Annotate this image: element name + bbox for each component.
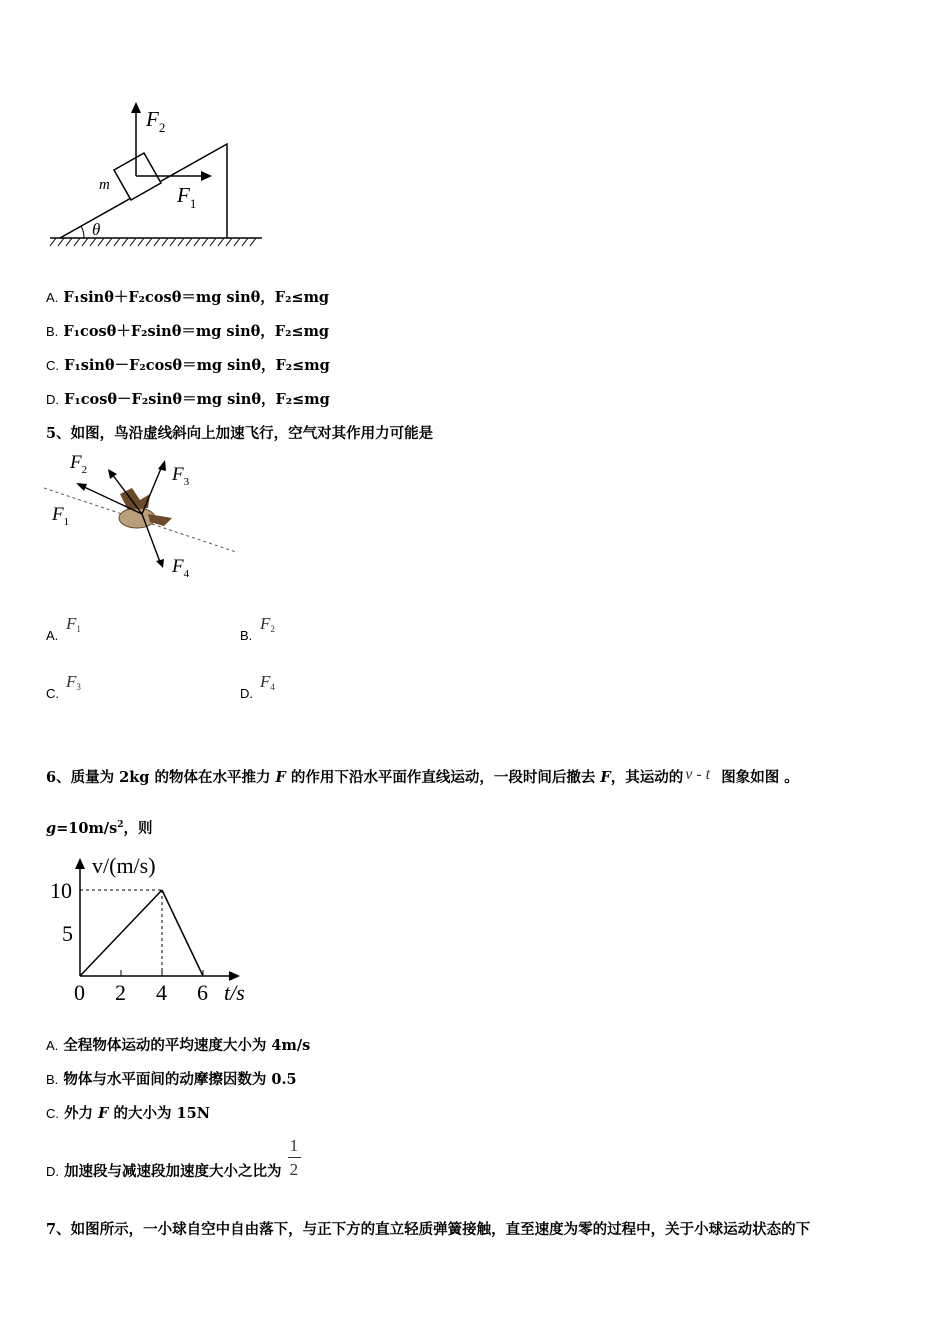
- f1-label: F: [52, 504, 64, 525]
- option-label: D.: [240, 686, 253, 701]
- option-text-pre: 外力: [64, 1105, 99, 1122]
- series-segment: [80, 890, 162, 976]
- option-text: F₁sinθ＋F₂cosθ＝mg sinθ，F₂≤mg: [63, 289, 330, 306]
- option-text: F₁cosθ＋F₂sinθ＝mg sinθ，F₂≤mg: [63, 323, 330, 340]
- y-axis-arrow: [75, 858, 85, 869]
- g-exponent: 2: [117, 820, 124, 830]
- f2-label: F: [146, 107, 159, 131]
- option-label: B.: [240, 628, 253, 643]
- option-label: C.: [46, 358, 59, 373]
- option-label: D.: [46, 392, 59, 407]
- option-text: F₁sinθ－F₂cosθ＝mg sinθ，F₂≤mg: [64, 357, 330, 374]
- q6-g-line: [46, 817, 153, 838]
- f2-sub: 2: [81, 464, 88, 476]
- f4-label: F: [172, 556, 184, 577]
- x-tick-label: 2: [115, 980, 126, 1005]
- q6-option-b[interactable]: [46, 1068, 297, 1089]
- option-symbol: F: [66, 614, 77, 633]
- option-label: C.: [46, 686, 59, 701]
- option-label: C.: [46, 1106, 59, 1121]
- q4-option-a[interactable]: [46, 286, 329, 307]
- x-tick-label: 6: [197, 980, 208, 1005]
- svg-text:F1: [51, 504, 69, 528]
- q6-stem: [46, 766, 799, 787]
- q4-option-c[interactable]: [46, 354, 330, 375]
- svg-text:F3: [171, 464, 190, 488]
- stem-text: 图象如图 。: [721, 769, 799, 786]
- q5-option-d[interactable]: [240, 672, 340, 702]
- q4-option-d[interactable]: [46, 388, 330, 409]
- fraction-numerator: 1: [289, 1136, 299, 1155]
- option-text: F₁cosθ－F₂sinθ＝mg sinθ，F₂≤mg: [64, 391, 330, 408]
- q6-option-c[interactable]: [46, 1102, 210, 1123]
- x-tick-label: 0: [74, 980, 85, 1005]
- option-label: B.: [46, 1072, 59, 1087]
- option-symbol: F: [66, 672, 77, 691]
- option-text: 加速段与减速段加速度大小之比为: [64, 1163, 282, 1180]
- svg-text:F2: [69, 452, 87, 476]
- stem-text: 的作用下沿水平面作直线运动，一段时间后撤去: [285, 769, 601, 786]
- option-label: B.: [46, 324, 59, 339]
- option-sub: 3: [76, 682, 81, 692]
- option-sub: 4: [270, 682, 275, 692]
- option-sub: 2: [270, 624, 275, 634]
- svg-text:F1: [176, 183, 196, 211]
- f1-sub: 1: [189, 196, 197, 211]
- f1-sub: 1: [63, 516, 70, 528]
- f2-label: F: [70, 452, 82, 473]
- svg-text:F2: [145, 107, 165, 135]
- option-text-post: 的大小为 15N: [108, 1105, 210, 1122]
- force-symbol: F: [98, 1105, 109, 1122]
- option-label: A.: [46, 290, 59, 305]
- option-text: 全程物体运动的平均速度大小为 4m/s: [63, 1037, 311, 1054]
- option-label: A.: [46, 628, 59, 643]
- y-tick-label: 10: [50, 878, 72, 903]
- g-tail: ，则: [123, 820, 153, 837]
- vt-symbol: v - t: [685, 766, 711, 783]
- angle-label: θ: [92, 220, 101, 239]
- series-segment: [162, 890, 203, 976]
- f3-sub: 3: [183, 476, 190, 488]
- option-sub: 1: [76, 624, 81, 634]
- svg-text:F4: [171, 556, 190, 580]
- fraction-bar: [288, 1157, 301, 1158]
- option-symbol: F: [260, 672, 271, 691]
- f3-label: F: [172, 464, 184, 485]
- fraction: [287, 1136, 303, 1179]
- f1-label: F: [177, 183, 190, 207]
- bird-figure: [40, 448, 240, 584]
- q7-stem: 7、如图所示，一小球自空中自由落下，与正下方的直立轻质弹簧接触，直至速度为零的过程中，关于小球运动状态的下: [46, 1221, 811, 1238]
- g-symbol: g: [46, 820, 57, 837]
- fraction-denominator: 2: [289, 1160, 299, 1179]
- x-axis-label: t/s: [224, 980, 245, 1005]
- force-symbol: F: [600, 769, 611, 786]
- incline-figure: [46, 98, 268, 250]
- g-value: =10m/s: [56, 820, 118, 837]
- q5-option-a[interactable]: [46, 614, 146, 644]
- y-axis-label: v/(m/s): [92, 853, 156, 878]
- q5-stem: 5、如图，鸟沿虚线斜向上加速飞行，空气对其作用力可能是: [46, 425, 434, 442]
- vt-chart: [44, 848, 264, 1008]
- q5-option-b[interactable]: [240, 614, 340, 644]
- option-label: D.: [46, 1164, 59, 1179]
- y-tick-label: 5: [62, 921, 73, 946]
- stem-text: ，其运动的: [610, 769, 684, 786]
- option-symbol: F: [260, 614, 271, 633]
- q6-option-a[interactable]: [46, 1034, 310, 1055]
- q4-option-b[interactable]: [46, 320, 329, 341]
- option-text: 物体与水平面间的动摩擦因数为 0.5: [63, 1071, 297, 1088]
- force-symbol: F: [275, 769, 286, 786]
- q6-option-d[interactable]: [46, 1136, 303, 1181]
- f4-sub: 4: [183, 568, 190, 580]
- mass-label: m: [99, 177, 110, 193]
- f2-sub: 2: [158, 120, 166, 135]
- stem-text: 6、质量为 2kg 的物体在水平推力: [46, 769, 276, 786]
- option-label: A.: [46, 1038, 59, 1053]
- q5-option-c[interactable]: [46, 672, 146, 702]
- x-tick-label: 4: [156, 980, 167, 1005]
